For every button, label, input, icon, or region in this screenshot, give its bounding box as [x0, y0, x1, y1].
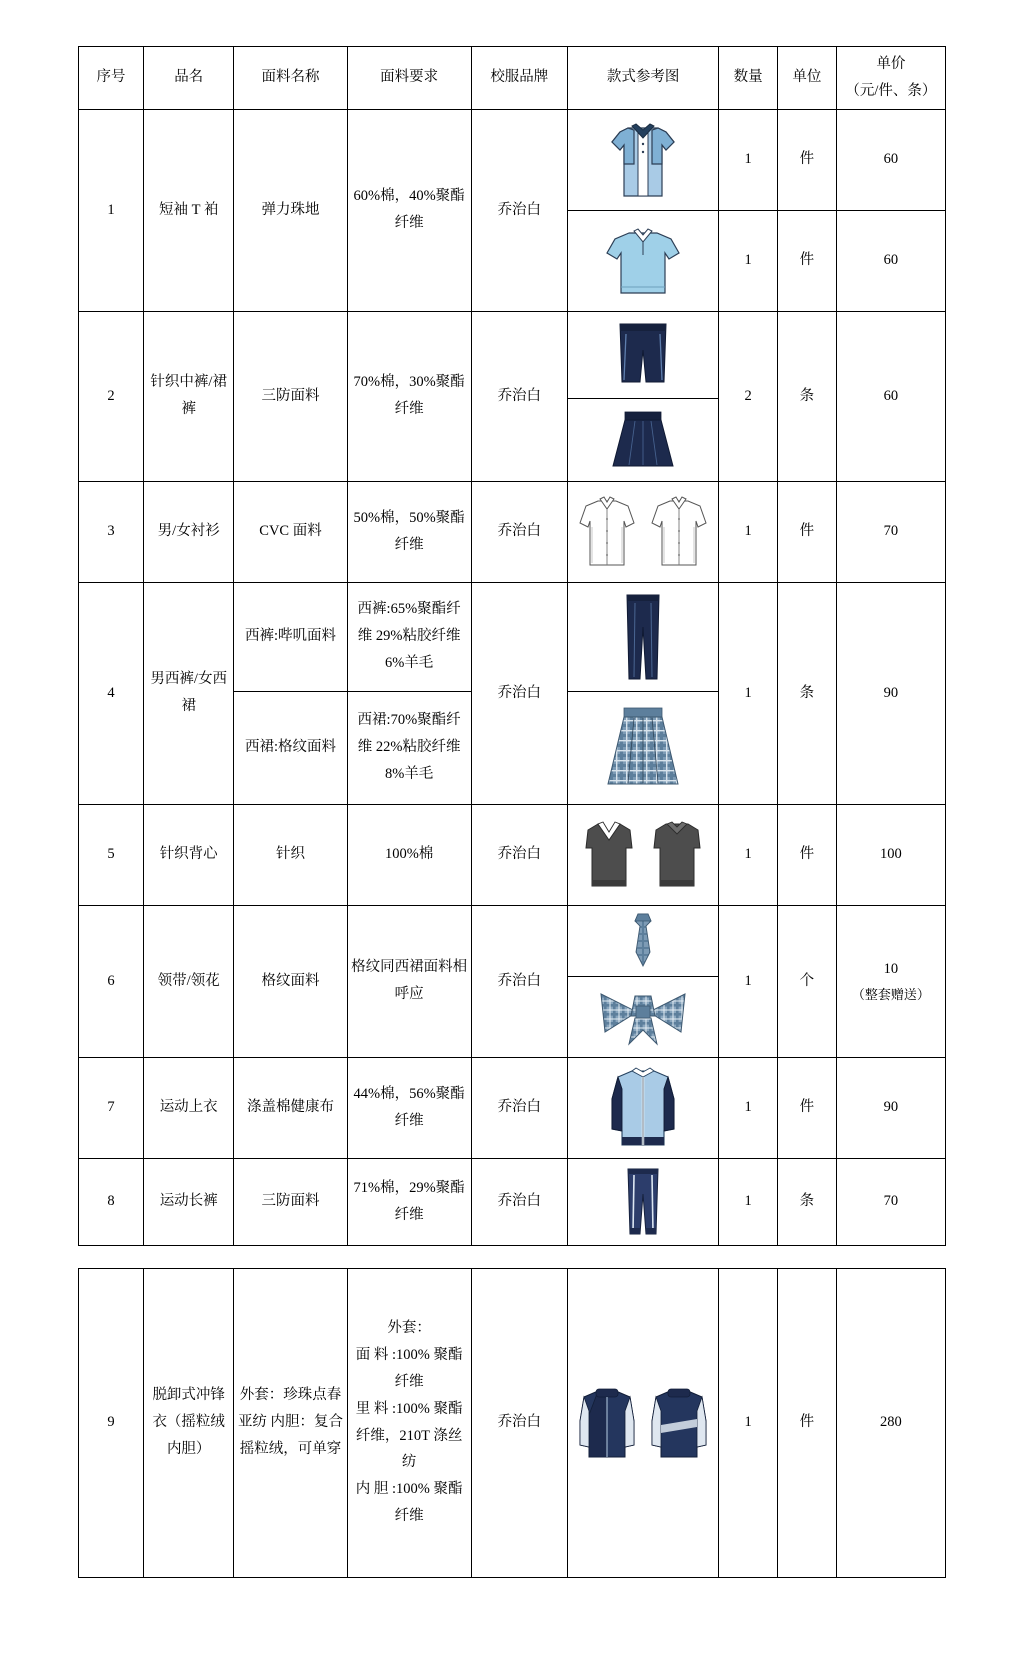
table-row: [79, 1158, 946, 1245]
navy-trousers-image: [571, 587, 715, 687]
navy-skirt-image: [571, 403, 715, 477]
dress-shirt-icon: [576, 493, 638, 571]
cell-price: 100: [836, 804, 945, 905]
necktie-icon: [628, 912, 658, 970]
cell-fabric-name: 外套：珍珠点春亚纺 内胆：复合摇粒绒，可单穿: [234, 1268, 347, 1577]
header-unit: 单位: [778, 47, 837, 110]
cell-qty: 1: [719, 905, 778, 1057]
cell-fabric-name: CVC 面料: [234, 481, 347, 582]
fabric-req-line: 外套：: [387, 1320, 431, 1337]
cell-qty: 1: [719, 481, 778, 582]
cell-style-image: [568, 311, 719, 398]
cell-style-image: [568, 582, 719, 691]
cell-fabric-name: 针织: [234, 804, 347, 905]
cell-price-note: （整套赠送）: [851, 986, 930, 1002]
cell-fabric-name: 西裤:哔叽面料: [234, 582, 347, 691]
cell-name: 运动长裤: [144, 1158, 234, 1245]
track-pants-icon: [619, 1166, 667, 1238]
cell-seq: 5: [79, 804, 144, 905]
cell-seq: 4: [79, 582, 144, 804]
cell-brand: 乔治白: [471, 1158, 568, 1245]
header-fabric-req: 面料要求: [347, 47, 471, 110]
cell-qty: 1: [719, 582, 778, 804]
jacket-back-icon: [648, 1385, 710, 1461]
table-row: [79, 804, 946, 905]
cell-price-value: 10: [883, 960, 899, 977]
cell-style-image: [568, 1268, 719, 1577]
cell-fabric-name: 弹力珠地: [234, 109, 347, 311]
cell-price: 70: [836, 481, 945, 582]
cell-fabric-name: 三防面料: [234, 1158, 347, 1245]
cell-brand: 乔治白: [471, 1268, 568, 1577]
cell-style-image: [568, 691, 719, 804]
cell-price: [836, 905, 945, 1057]
cell-fabric-req: 西裤:65%聚酯纤维 29%粘胶纤维 6%羊毛: [347, 582, 471, 691]
cell-qty: 1: [719, 804, 778, 905]
table-body: [79, 109, 946, 1245]
table-row: [79, 1057, 946, 1158]
cell-style-image: [568, 905, 719, 976]
cell-unit: 件: [778, 481, 837, 582]
cell-name: 运动上衣: [144, 1057, 234, 1158]
polo-shirt-icon: [601, 223, 685, 299]
cell-brand: 乔治白: [471, 582, 568, 804]
cell-price: 70: [836, 1158, 945, 1245]
cell-qty: 1: [719, 1057, 778, 1158]
cell-brand: 乔治白: [471, 109, 568, 311]
cell-fabric-req: 60%棉，40%聚酯纤维: [347, 109, 471, 311]
fabric-req-line: 面 料 :100% 聚酯纤维: [355, 1347, 463, 1390]
cell-unit: 件: [778, 210, 837, 311]
cell-unit: 件: [778, 1268, 837, 1577]
table-row: [79, 109, 946, 210]
bowtie-icon: [595, 986, 691, 1048]
jacket-front-icon: [576, 1385, 638, 1461]
bowtie-plaid-image: [571, 981, 715, 1053]
cell-seq: 9: [79, 1268, 144, 1577]
cell-seq: 1: [79, 109, 144, 311]
table-body-continued: [79, 1268, 946, 1577]
header-brand: 校服品牌: [471, 47, 568, 110]
cell-style-image: [568, 976, 719, 1057]
cell-seq: 2: [79, 311, 144, 481]
knit-vest-icon: [580, 818, 638, 892]
header-style-image: 款式参考图: [568, 47, 719, 110]
cell-name: 领带/领花: [144, 905, 234, 1057]
plaid-skirt-image: [571, 696, 715, 800]
document-page: [0, 46, 1024, 1654]
windbreaker-jacket-image: [571, 1273, 715, 1573]
cell-fabric-req: 格纹同西裙面料相呼应: [347, 905, 471, 1057]
table-row: [79, 582, 946, 691]
cell-name: 男/女衬衫: [144, 481, 234, 582]
cell-qty: 1: [719, 1268, 778, 1577]
cell-fabric-name: 西裙:格纹面料: [234, 691, 347, 804]
track-jacket-image: [571, 1062, 715, 1154]
polo-shirt-light-blue-image: [571, 215, 715, 307]
knit-vest-icon: [648, 818, 706, 892]
cell-unit: 条: [778, 1158, 837, 1245]
cell-name: 脱卸式冲锋衣（摇粒绒内胆）: [144, 1268, 234, 1577]
cell-fabric-req: 西裙:70%聚酯纤维 22%粘胶纤维 8%羊毛: [347, 691, 471, 804]
knit-vest-pair-image: [571, 809, 715, 901]
cell-unit: 条: [778, 311, 837, 481]
cell-seq: 3: [79, 481, 144, 582]
track-jacket-icon: [606, 1065, 680, 1151]
track-pants-image: [571, 1163, 715, 1241]
cell-price: 60: [836, 210, 945, 311]
cell-style-image: [568, 109, 719, 210]
uniform-items-table: [78, 46, 946, 1246]
cell-unit: 件: [778, 1057, 837, 1158]
cell-style-image: [568, 398, 719, 481]
uniform-items-table-continued: [78, 1268, 946, 1578]
cell-unit: 件: [778, 804, 837, 905]
header-qty: 数量: [719, 47, 778, 110]
necktie-plaid-image: [571, 910, 715, 972]
table-row: [79, 905, 946, 976]
cell-seq: 8: [79, 1158, 144, 1245]
cell-price: 60: [836, 109, 945, 210]
cell-name: 短袖 T 袙: [144, 109, 234, 311]
table-row: [79, 481, 946, 582]
polo-shirt-icon: [604, 118, 682, 202]
cell-fabric-req: [347, 1268, 471, 1577]
cell-brand: 乔治白: [471, 311, 568, 481]
cell-price: 280: [836, 1268, 945, 1577]
header-price-line2: （元/件、条）: [845, 82, 937, 99]
cell-brand: 乔治白: [471, 905, 568, 1057]
plaid-skirt-icon: [600, 704, 686, 792]
cell-brand: 乔治白: [471, 804, 568, 905]
white-shirts-pair-image: [571, 486, 715, 578]
cell-name: 男西裤/女西裙: [144, 582, 234, 804]
cell-fabric-req: 71%棉，29%聚酯纤维: [347, 1158, 471, 1245]
cell-name: 针织背心: [144, 804, 234, 905]
cell-style-image: [568, 1158, 719, 1245]
header-name: 品名: [144, 47, 234, 110]
header-row: [79, 47, 946, 110]
table-header: [79, 47, 946, 110]
skirt-icon: [607, 408, 679, 472]
cell-brand: 乔治白: [471, 1057, 568, 1158]
cell-price: 60: [836, 311, 945, 481]
cell-style-image: [568, 1057, 719, 1158]
cell-qty: 2: [719, 311, 778, 481]
cell-name: 针织中裤/裙裤: [144, 311, 234, 481]
table-row: [79, 311, 946, 398]
cell-seq: 7: [79, 1057, 144, 1158]
cell-fabric-name: 格纹面料: [234, 905, 347, 1057]
cell-qty: 1: [719, 1158, 778, 1245]
cell-fabric-req: 100%棉: [347, 804, 471, 905]
cell-style-image: [568, 804, 719, 905]
cell-qty: 1: [719, 210, 778, 311]
fabric-req-line: 内 胆 :100% 聚酯纤维: [355, 1481, 463, 1525]
shorts-icon: [612, 320, 674, 390]
polo-shirt-blue-white-image: [571, 114, 715, 206]
cell-brand: 乔治白: [471, 481, 568, 582]
cell-style-image: [568, 481, 719, 582]
cell-fabric-name: 三防面料: [234, 311, 347, 481]
header-seq: 序号: [79, 47, 144, 110]
cell-unit: 个: [778, 905, 837, 1057]
trousers-icon: [619, 591, 667, 683]
cell-fabric-req: 50%棉，50%聚酯纤维: [347, 481, 471, 582]
cell-unit: 件: [778, 109, 837, 210]
cell-fabric-req: 44%棉，56%聚酯纤维: [347, 1057, 471, 1158]
cell-seq: 6: [79, 905, 144, 1057]
header-fabric-name: 面料名称: [234, 47, 347, 110]
table-row: [79, 1268, 946, 1577]
header-price: [836, 47, 945, 110]
header-price-line1: 单价: [876, 56, 906, 72]
cell-price: 90: [836, 1057, 945, 1158]
cell-unit: 条: [778, 582, 837, 804]
cell-price: 90: [836, 582, 945, 804]
fabric-req-line: 里 料 :100% 聚酯纤维，210T 涤丝纺: [355, 1400, 463, 1471]
cell-fabric-req: 70%棉，30%聚酯纤维: [347, 311, 471, 481]
cell-qty: 1: [719, 109, 778, 210]
dress-shirt-icon: [648, 493, 710, 571]
navy-shorts-image: [571, 316, 715, 394]
cell-style-image: [568, 210, 719, 311]
cell-fabric-name: 涤盖棉健康布: [234, 1057, 347, 1158]
